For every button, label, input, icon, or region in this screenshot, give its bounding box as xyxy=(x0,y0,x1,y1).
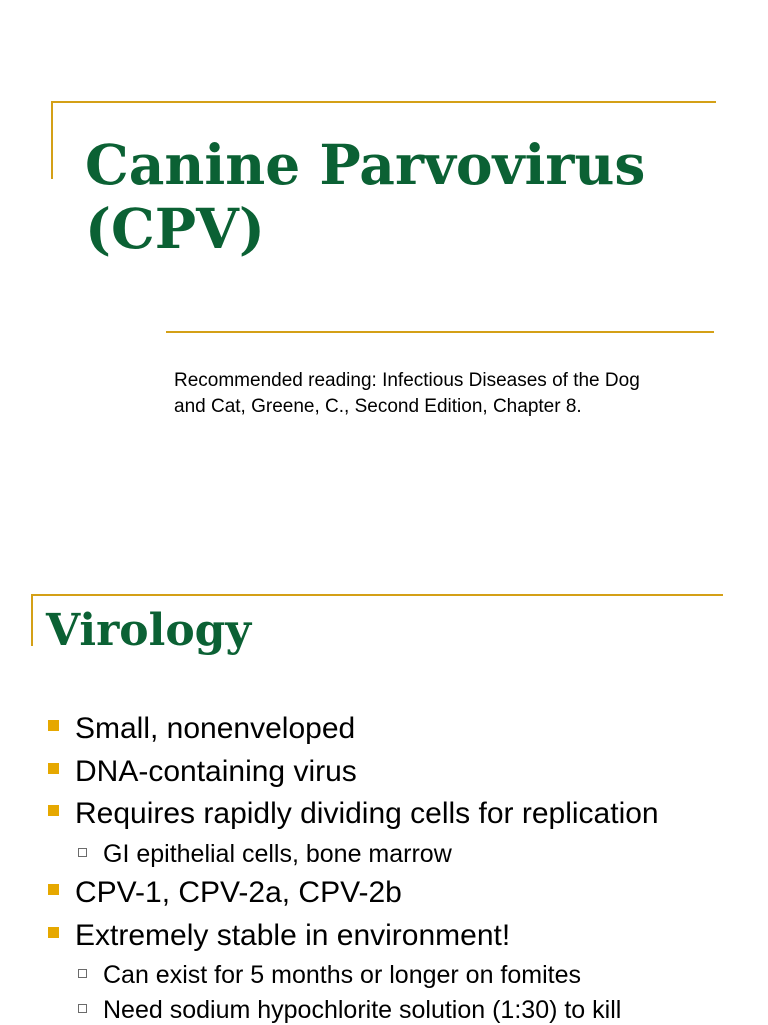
bullet-square-icon xyxy=(48,927,59,938)
top-accent-rule xyxy=(51,101,716,103)
sub-bullet-item: Can exist for 5 months or longer on fomites xyxy=(103,961,582,989)
bullet-square-icon xyxy=(48,884,59,895)
slide-title-heading xyxy=(85,133,645,261)
sub-bullet-square-icon xyxy=(78,848,87,857)
sub-bullet-item: Need sodium hypochlorite solution (1:30) to kill xyxy=(103,996,622,1024)
bullet-square-icon xyxy=(48,805,59,816)
left-accent-rule xyxy=(51,101,53,179)
slide2-top-accent-rule xyxy=(31,594,723,596)
recommended-reading xyxy=(174,368,734,420)
subtitle-line-2: and Cat, Greene, C., Second Edition, Chapter 8. xyxy=(174,396,582,417)
title-line-1: Canine Parvovirus xyxy=(85,132,646,197)
bullet-item: CPV-1, CPV-2a, CPV-2b xyxy=(75,876,402,909)
sub-bullet-item: GI epithelial cells, bone marrow xyxy=(103,840,452,868)
sub-bullet-square-icon xyxy=(78,1004,87,1013)
slide2-left-accent-rule xyxy=(31,594,33,646)
bullet-item: Requires rapidly dividing cells for replication xyxy=(75,797,659,830)
bullet-item: DNA-containing virus xyxy=(75,755,357,788)
bullet-square-icon xyxy=(48,763,59,774)
bullet-square-icon xyxy=(48,720,59,731)
virology-heading: Virology xyxy=(46,605,252,656)
bullet-item: Extremely stable in environment! xyxy=(75,919,511,952)
title-line-2: (CPV) xyxy=(85,196,265,261)
sub-bullet-square-icon xyxy=(78,969,87,978)
subtitle-line-1: Recommended reading: Infectious Diseases of the Dog xyxy=(174,370,640,391)
bullet-item: Small, nonenveloped xyxy=(75,712,356,745)
subtitle-divider xyxy=(166,331,714,333)
